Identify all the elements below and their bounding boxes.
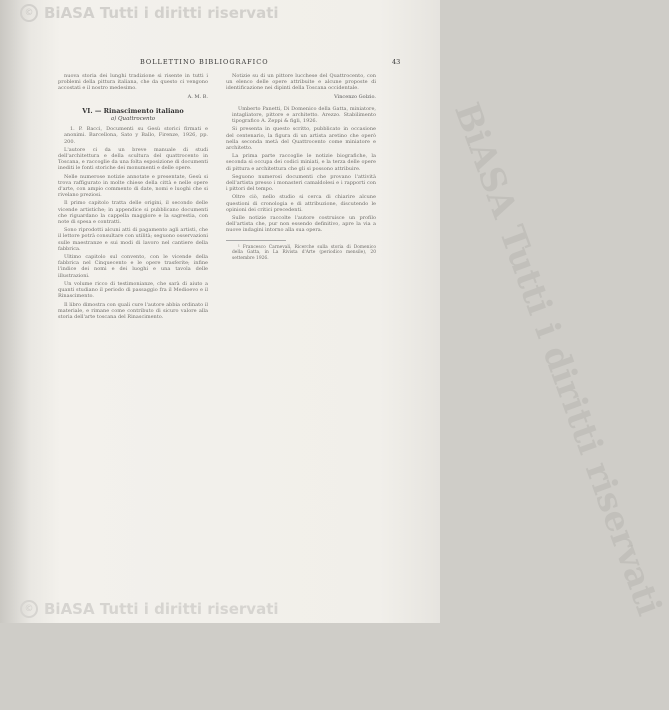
section-heading: VI. — Rinascimento italiano	[82, 106, 184, 115]
footnote: ¹ Francesco Carnevali, Ricerche sulla storia di Domenico della Gatta, in La Rivista d'Arte (periodico mensile), 20 settembre 1926.	[232, 244, 376, 261]
diagonal-watermark: BiASA Tutti i diritti riservati	[446, 97, 669, 621]
paragraph: Il libro dimostra con quali cure l'autore abbia ordinato il materiale, e rimane come contributo di sicuro valore alla storia dell'arte toscana del Rinascimento.	[58, 301, 208, 320]
biasa-logo-icon: ©	[20, 600, 38, 618]
bib-entry: 1. P. Bacci, Documenti su Gesù storici firmati e anonimi. Barcellona, Sato y Ballo, Firenze, 1926, pp. 200.	[64, 126, 208, 145]
right-column	[226, 73, 376, 263]
biasa-logo-icon: ©	[20, 4, 38, 22]
watermark-bottom	[0, 596, 440, 622]
running-header: BOLLETTINO BIBLIOGRAFICO	[140, 58, 269, 66]
paragraph: Oltre ciò, nello studio si cerca di chiarire alcune questioni di cronologia e di attribuzione, discutendo le opinioni dei critici precedenti.	[226, 194, 376, 213]
paragraph: Seguono numerosi documenti che provano l'attività dell'artista presso i monasteri camaldolesi e i rapporti con i pittori del tempo.	[226, 173, 376, 193]
paragraph: Sono riprodotti alcuni atti di pagamento agli artisti, che il lettore potrà consultare con utilità; seguono osservazioni sulle maestranze e sui modi di lavoro nel cantiere della fabbrica.	[58, 227, 208, 252]
paragraph: Sulle notizie raccolte l'autore costruisce un profilo dell'artista che, pur non essendo definitivo, apre la via a nuove indagini intorno alla sua opera.	[226, 215, 376, 234]
left-intro: nuova storia dei lunghi tradizione si risente in tutti i problemi della pittura italiana, che da questo ci vengono accostati e il nostro medesimo.	[58, 73, 208, 92]
right-signature: Vincenzo Golzio.	[334, 93, 376, 100]
paragraph: Il primo capitolo tratta delle origini, il secondo delle vicende artistiche; in appendice si pubblicano documenti che riguardano la cappella maggiore e la sagrestia, con note di spesa e contratti.	[58, 200, 208, 226]
bib-entry: Umberto Panetti, Di Domenico della Gatta, miniatore, intagliatore, pittore e architetto. Arezzo. Stabilimento tipografico A. Zeppi & figli, 1926.	[232, 105, 376, 125]
paragraph: La prima parte raccoglie le notizie biografiche, la seconda si occupa dei codici miniati, e la terza delle opere di pittura e architettura che gli si possono attribuire.	[226, 153, 376, 172]
subsection-heading: a) Quattrocento	[110, 116, 156, 123]
paragraph: L'autore ci da un breve manuale di studi dell'architettura e della scultura del quattrocento in Toscana, e raccoglie da una folta esposizione di documenti inediti le fonti storiche dei monumenti e delle opere.	[58, 146, 208, 172]
watermark-bottom-text: BiASA Tutti i diritti riservati	[44, 600, 279, 618]
footnote-rule	[226, 240, 286, 241]
watermark-top-text: BiASA Tutti i diritti riservati	[44, 4, 279, 22]
right-intro: Notizie su di un pittore lucchese del Quattrocento, con un elenco delle opere attribuite e alcune proposte di identificazione nei dipinti della Toscana occidentale.	[226, 73, 376, 92]
watermark-top	[0, 0, 440, 26]
paragraph: Un volume ricco di testimonianze, che sarà di aiuto a quanti studiano il periodo di passaggio fra il Medioevo e il Rinascimento.	[58, 280, 208, 300]
paragraph: Ultimo capitolo sul convento, con le vicende della fabbrica nel Cinquecento e le opere trasferite; infine l'indice dei nomi e dei luoghi e una tavola delle illustrazioni.	[58, 254, 208, 279]
page-number: 43	[392, 58, 401, 66]
left-signature: A. M. B.	[187, 93, 208, 100]
paragraph: Nelle numerose notizie annotate e presentate, Gesù si trova raffigurato in molte chiese della città e nelle opere d'arte, con ampio commento di date, nomi e luoghi che si rivelano preziosi.	[58, 173, 208, 199]
paragraph: Si presenta in questo scritto, pubblicato in occasione del centenario, la figura di un artista aretino che operò nella seconda metà del Quattrocento come miniatore e architetto.	[226, 126, 376, 152]
left-column	[58, 73, 208, 322]
